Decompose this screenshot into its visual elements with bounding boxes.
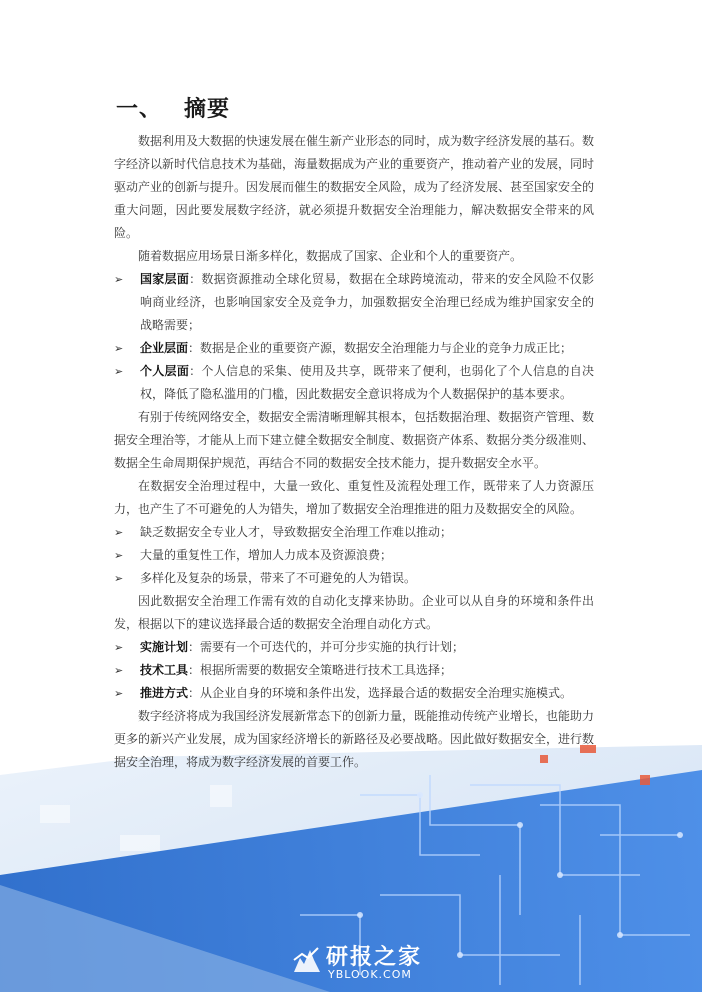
arrow-bullet-icon: ➢ xyxy=(114,572,124,585)
list-item-enterprise xyxy=(114,337,594,360)
list-item-plan xyxy=(114,636,594,659)
watermark-name: 研报之家 xyxy=(326,945,423,970)
paragraph-6: 数字经济将成为我国经济发展新常态下的创新力量，既能推动传统产业增长，也能助力更多的新兴产业发展，成为国家经济增长的新路径及必要战略。因此做好数据安全，进行数据安全治理，将成为数字经济发展的首要工作。 xyxy=(114,709,595,769)
watermark-url: YBLOOK.COM xyxy=(328,968,412,981)
arrow-bullet-icon: ➢ xyxy=(114,342,124,355)
section-number: 一、 xyxy=(116,97,163,122)
section-heading: 摘要 xyxy=(184,97,231,122)
bullet-text: ：数据资源推动全球化贸易，数据在全球跨境流动，带来的安全风险不仅影响商业经济，也影响国家安全及竞争力，加强数据安全治理已经成为维护国家安全的战略需要； xyxy=(140,272,594,332)
arrow-bullet-icon: ➢ xyxy=(114,365,124,378)
arrow-bullet-icon: ➢ xyxy=(114,273,124,286)
bullet-text: ：根据所需要的数据安全策略进行技术工具选择； xyxy=(188,663,453,677)
bullet-text: ：需要有一个可迭代的，并可分步实施的执行计划； xyxy=(188,640,465,654)
bullet-text: 缺乏数据安全专业人才，导致数据安全治理工作难以推动； xyxy=(140,525,453,539)
bullet-label: 实施计划 xyxy=(140,640,189,654)
bullet-label: 个人层面 xyxy=(140,364,190,378)
paragraph-3: 有别于传统网络安全，数据安全需清晰理解其根本，包括数据治理、数据资产管理、数据安全理治等，才能从上而下建立健全数据安全制度、数据资产体系、数据分类分级准则、数据全生命周期保护规范，再结合不同的数据安全技术能力，提升数据安全水平。 xyxy=(114,410,595,470)
arrow-bullet-icon: ➢ xyxy=(114,549,124,562)
section-title xyxy=(116,92,230,123)
bullet-label: 国家层面 xyxy=(140,272,190,286)
bullet-label: 推进方式 xyxy=(140,686,189,700)
bullet-label: 技术工具 xyxy=(140,663,189,677)
bullet-text: 大量的重复性工作，增加人力成本及资源浪费； xyxy=(140,548,393,562)
bullet-text: ：个人信息的采集、使用及共享，既带来了便利，也弱化了个人信息的自决权，降低了隐私滥用的门槛，因此数据安全意识将成为个人数据保护的基本要求。 xyxy=(140,364,594,401)
bullet-label: 企业层面 xyxy=(140,341,189,355)
arrow-bullet-icon: ➢ xyxy=(114,641,124,654)
list-item xyxy=(114,521,594,544)
watermark-logo xyxy=(292,940,442,986)
bullet-text: ：从企业自身的环境和条件出发，选择最合适的数据安全治理实施模式。 xyxy=(188,686,573,700)
list-item-tools xyxy=(114,659,594,682)
list-item xyxy=(114,567,594,590)
list-item-approach xyxy=(114,682,594,705)
bullet-text: ：数据是企业的重要资产源，数据安全治理能力与企业的竞争力成正比； xyxy=(188,341,573,355)
list-item xyxy=(114,544,594,567)
abstract-body xyxy=(114,130,594,774)
chart-logo-icon xyxy=(292,944,322,974)
arrow-bullet-icon: ➢ xyxy=(114,687,124,700)
list-item-national xyxy=(114,268,594,337)
arrow-bullet-icon: ➢ xyxy=(114,664,124,677)
arrow-bullet-icon: ➢ xyxy=(114,526,124,539)
paragraph-1: 数据利用及大数据的快速发展在催生新产业形态的同时，成为数字经济发展的基石。数字经济以新时代信息技术为基础，海量数据成为产业的重要资产，推动着产业的发展，同时驱动产业的创新与提升。因发展而催生的数据安全风险，成为了经济发展、甚至国家安全的重大问题，因此要发展数字经济，就必须提升数据安全治理能力，解决数据安全带来的风险。 xyxy=(114,134,595,240)
paragraph-4: 在数据安全治理过程中，大量一致化、重复性及流程处理工作，既带来了人力资源压力，也产生了不可避免的人为错失，增加了数据安全治理推进的阻力及数据安全的风险。 xyxy=(114,479,594,516)
bullet-text: 多样化及复杂的场景，带来了不可避免的人为错误。 xyxy=(140,571,417,585)
paragraph-5: 因此数据安全治理工作需有效的自动化支撑来协助。企业可以从自身的环境和条件出发，根据以下的建议选择最合适的数据安全治理自动化方式。 xyxy=(114,594,594,631)
list-item-personal xyxy=(114,360,594,406)
paragraph-2: 随着数据应用场景日渐多样化，数据成了国家、企业和个人的重要资产。 xyxy=(138,249,523,263)
